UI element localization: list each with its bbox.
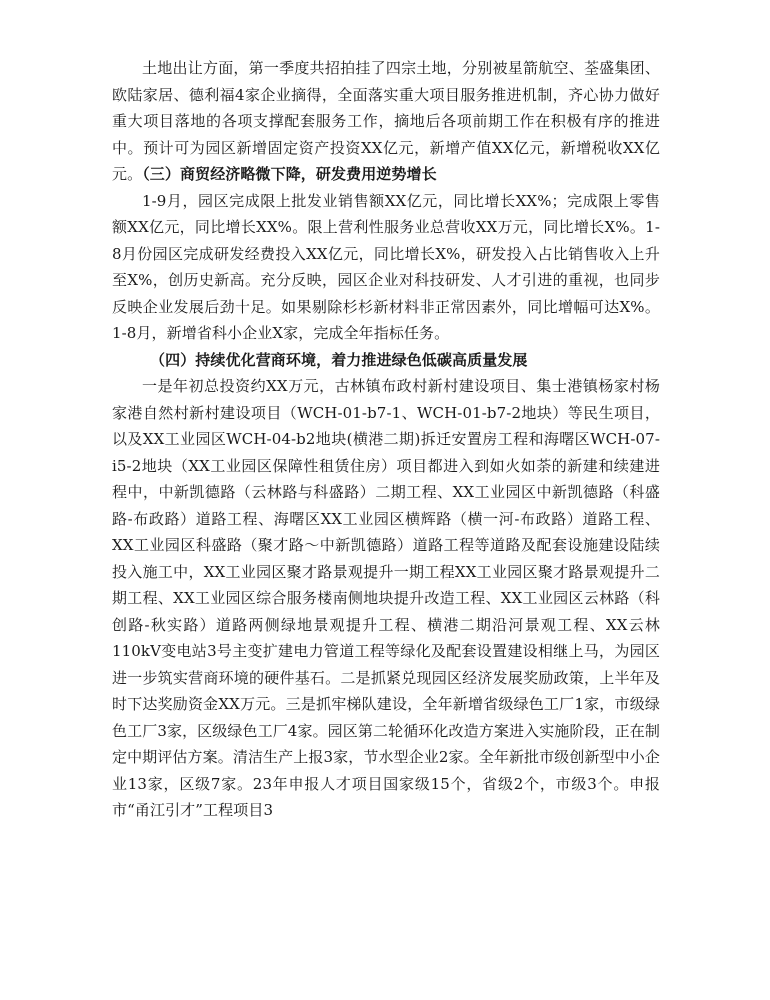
- section-heading-3: （三）商贸经济略微下降，研发费用逆势增长: [142, 165, 437, 183]
- paragraph-business-environment: [112, 373, 660, 824]
- paragraph-text: 土地出让方面，第一季度共招拍挂了四宗土地，分别被星箭航空、荃盛集团、欧陆家居、德利福4家企业摘得，全面落实重大项目服务推进机制，齐心协力做好重大项目落地的各项支撑配套服务工作，摘地后各项前期工作在积极有序的推进中。预计可为园区新增固定资产投资XX亿元，新增产值XX亿元，新增税收XX亿元。: [112, 59, 660, 183]
- paragraph-text: 一是年初总投资约XX万元，古林镇布政村新村建设项目、集士港镇杨家村杨家港自然村新村建设项目（WCH-01-b7-1、WCH-01-b7-2地块）等民生项目，以及XX工业园区WCH-04-b2地块(横港二期)拆迁安置房工程和海曙区WCH-07-i5-2地块（XX工业园区保障性租赁住房）项目都进入到如火如荼的新建和续建进程中，中新凯德路（云林路与科盛路）二期工程、XX工业园区中新凯德路（科盛路-布政路）道路工程、海曙区XX工业园区横辉路（横一河-布政路）道路工程、XX工业园区科盛路（聚才路～中新凯德路）道路工程等道路及配套设施建设陆续投入施工中，XX工业园区聚才路景观提升一期工程XX工业园区聚才路景观提升二期工程、XX工业园区综合服务楼南侧地块提升改造工程、XX工业园区云林路（科创路-秋实路）道路两侧绿地景观提升工程、横港二期沿河景观工程、XX云林110kV变电站3号主变扩建电力管道工程等绿化及配套设置建设相继上马，为园区进一步筑实营商环境的硬件基石。二是抓紧兑现园区经济发展奖励政策，上半年及时下达奖励资金XX万元。三是抓牢梯队建设，全年新增省级绿色工厂1家，市级绿色工厂3家，区级绿色工厂4家。园区第二轮循环化改造方案进入实施阶段，正在制定中期评估方案。清洁生产上报3家，节水型企业2家。全年新批市级创新型中小企业13家，区级7家。23年申报人才项目国家级15个，省级2个，市级3个。申报市“甬江引才”工程项目3: [112, 377, 660, 819]
- section-heading-4: （四）持续优化营商环境，着力推进绿色低碳高质量发展: [150, 350, 528, 369]
- paragraph-text: 1-9月，园区完成限上批发业销售额XX亿元，同比增长XX%；完成限上零售额XX亿元，同比增长XX%。限上营利性服务业总营收XX万元，同比增长X%。1-8月份园区完成研发经费投入XX亿元，同比增长X%，研发投入占比销售收入上升至X%，创历史新高。充分反映，园区企业对科技研发、人才引进的重视，也同步反映企业发展后劲十足。如果剔除杉杉新材料非正常因素外，同比增幅可达X%。1-8月，新增省科小企业X家，完成全年指标任务。: [112, 191, 660, 342]
- document-page: [112, 55, 660, 824]
- paragraph-land-transfer: [112, 55, 660, 188]
- paragraph-trade-rd: [112, 188, 660, 347]
- section-heading-4-line: [112, 347, 660, 374]
